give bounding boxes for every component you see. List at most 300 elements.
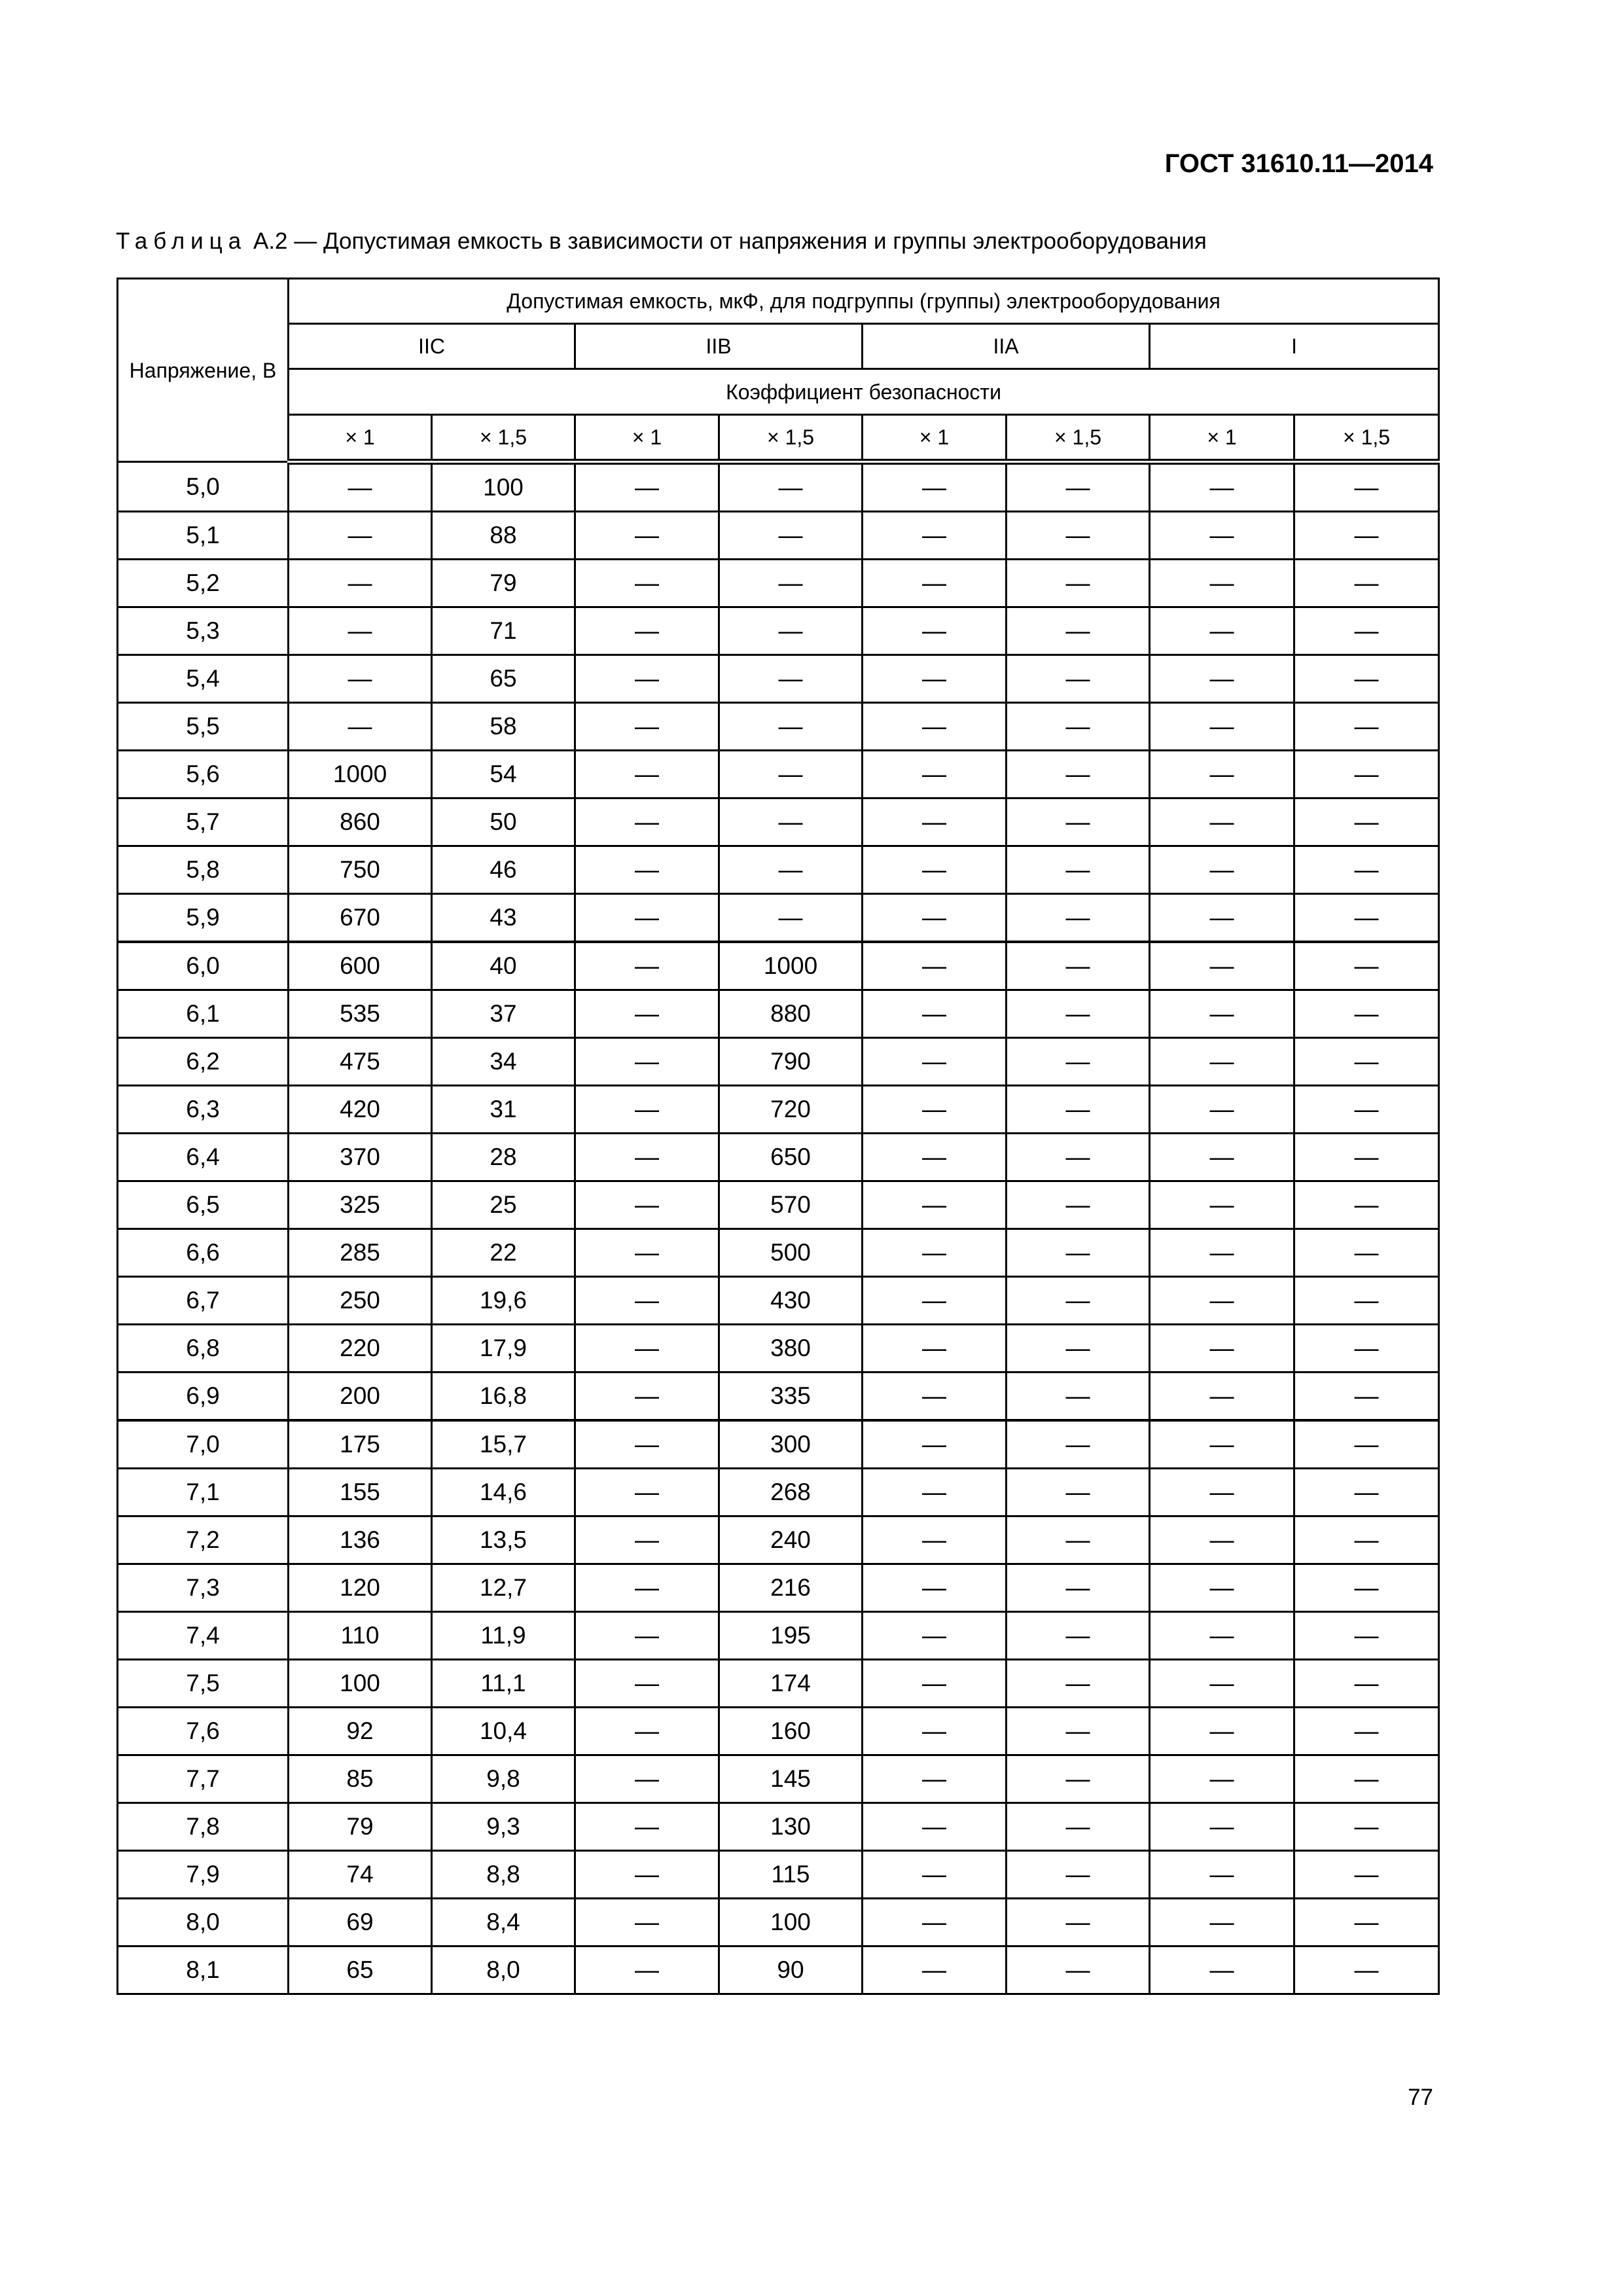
capacity-cell: —: [1294, 655, 1439, 703]
table-header: [118, 279, 1439, 462]
capacity-header: Допустимая емкость, мкФ, для подгруппы (группы) электрооборудования: [289, 279, 1439, 324]
capacity-cell: 250: [289, 1277, 432, 1325]
voltage-cell: 6,6: [118, 1229, 289, 1277]
safety-factor-header: Коэффициент безопасности: [289, 369, 1439, 415]
capacity-cell: —: [1007, 1660, 1150, 1708]
capacity-cell: 174: [719, 1660, 863, 1708]
capacity-cell: —: [863, 894, 1007, 942]
capacity-cell: 11,9: [432, 1612, 575, 1660]
capacity-cell: —: [1007, 1181, 1150, 1229]
capacity-cell: —: [1294, 751, 1439, 798]
capacity-cell: —: [1294, 1803, 1439, 1851]
capacity-cell: —: [575, 1372, 719, 1421]
voltage-cell: 5,4: [118, 655, 289, 703]
capacity-cell: 535: [289, 990, 432, 1038]
voltage-column-header: Напряжение, В: [118, 279, 289, 462]
capacity-cell: —: [863, 1851, 1007, 1899]
capacity-cell: —: [1294, 462, 1439, 512]
capacity-cell: —: [289, 703, 432, 751]
capacity-cell: —: [289, 607, 432, 655]
capacity-cell: 216: [719, 1564, 863, 1612]
capacity-cell: 28: [432, 1134, 575, 1181]
capacity-cell: —: [1150, 512, 1294, 560]
capacity-cell: 69: [289, 1899, 432, 1946]
capacity-cell: —: [1007, 1755, 1150, 1803]
capacity-cell: —: [863, 1708, 1007, 1755]
capacity-cell: —: [719, 560, 863, 607]
capacity-cell: —: [1150, 942, 1294, 990]
capacity-cell: —: [575, 1755, 719, 1803]
table-caption-text: А.2 — Допустимая емкость в зависимости от напряжения и группы электрооборудования: [253, 228, 1207, 254]
table-row: [118, 1899, 1439, 1946]
capacity-cell: —: [1150, 798, 1294, 846]
table-row: [118, 942, 1439, 990]
capacity-cell: —: [1150, 1612, 1294, 1660]
capacity-cell: —: [1150, 655, 1294, 703]
capacity-cell: —: [1150, 703, 1294, 751]
capacity-cell: —: [719, 894, 863, 942]
voltage-cell: 8,0: [118, 1899, 289, 1946]
voltage-cell: 5,8: [118, 846, 289, 894]
capacity-cell: —: [575, 1038, 719, 1086]
capacity-cell: —: [1150, 1134, 1294, 1181]
voltage-cell: 7,8: [118, 1803, 289, 1851]
table-row: [118, 1469, 1439, 1516]
capacity-cell: —: [863, 703, 1007, 751]
capacity-cell: —: [1007, 1229, 1150, 1277]
capacity-cell: —: [1150, 462, 1294, 512]
capacity-cell: —: [1294, 1612, 1439, 1660]
capacity-cell: 88: [432, 512, 575, 560]
capacity-cell: —: [1294, 1469, 1439, 1516]
capacity-cell: —: [863, 1086, 1007, 1134]
capacity-cell: 880: [719, 990, 863, 1038]
capacity-cell: —: [1150, 1755, 1294, 1803]
capacity-cell: —: [1007, 1946, 1150, 1994]
capacity-cell: —: [575, 798, 719, 846]
capacity-cell: 79: [289, 1803, 432, 1851]
voltage-cell: 5,9: [118, 894, 289, 942]
capacity-cell: 34: [432, 1038, 575, 1086]
capacity-cell: 11,1: [432, 1660, 575, 1708]
capacity-cell: —: [1150, 1946, 1294, 1994]
capacity-cell: —: [1294, 1420, 1439, 1469]
voltage-cell: 7,7: [118, 1755, 289, 1803]
factor-header: × 1,5: [432, 415, 575, 462]
table-row: [118, 655, 1439, 703]
voltage-cell: 6,0: [118, 942, 289, 990]
capacity-cell: —: [719, 798, 863, 846]
table-row: [118, 1134, 1439, 1181]
table-row: [118, 1181, 1439, 1229]
capacity-cell: 19,6: [432, 1277, 575, 1325]
capacity-cell: 17,9: [432, 1325, 575, 1372]
capacity-cell: —: [575, 1899, 719, 1946]
table-row: [118, 990, 1439, 1038]
capacity-cell: —: [575, 1803, 719, 1851]
table-row: [118, 1086, 1439, 1134]
table-row: [118, 462, 1439, 512]
capacity-cell: —: [863, 990, 1007, 1038]
voltage-cell: 5,5: [118, 703, 289, 751]
table-row: [118, 798, 1439, 846]
capacity-cell: —: [863, 1277, 1007, 1325]
capacity-cell: —: [863, 655, 1007, 703]
capacity-cell: —: [719, 462, 863, 512]
capacity-cell: 90: [719, 1946, 863, 1994]
capacity-cell: —: [863, 751, 1007, 798]
table-row: [118, 1946, 1439, 1994]
capacity-cell: —: [1294, 1564, 1439, 1612]
voltage-cell: 7,0: [118, 1420, 289, 1469]
capacity-cell: —: [1007, 751, 1150, 798]
capacity-cell: —: [1294, 512, 1439, 560]
capacity-cell: —: [575, 1564, 719, 1612]
capacity-cell: —: [575, 655, 719, 703]
table-row: [118, 1038, 1439, 1086]
capacity-cell: —: [863, 1372, 1007, 1421]
voltage-cell: 5,0: [118, 462, 289, 512]
capacity-cell: —: [863, 1325, 1007, 1372]
capacity-cell: 670: [289, 894, 432, 942]
capacity-cell: 200: [289, 1372, 432, 1421]
capacity-cell: —: [719, 751, 863, 798]
voltage-cell: 7,1: [118, 1469, 289, 1516]
table-row: [118, 1325, 1439, 1372]
table-row: [118, 1803, 1439, 1851]
capacity-cell: 40: [432, 942, 575, 990]
capacity-cell: —: [863, 1612, 1007, 1660]
factor-header: × 1: [575, 415, 719, 462]
capacity-cell: 110: [289, 1612, 432, 1660]
capacity-cell: —: [1007, 560, 1150, 607]
capacity-cell: —: [863, 1181, 1007, 1229]
capacity-cell: —: [1007, 990, 1150, 1038]
capacity-cell: —: [1150, 1564, 1294, 1612]
capacity-cell: —: [1294, 1229, 1439, 1277]
group-header: IIC: [289, 324, 575, 369]
capacity-cell: —: [863, 1755, 1007, 1803]
capacity-cell: 475: [289, 1038, 432, 1086]
capacity-cell: —: [1150, 990, 1294, 1038]
capacity-cell: —: [1007, 1612, 1150, 1660]
voltage-cell: 6,8: [118, 1325, 289, 1372]
capacity-cell: —: [1007, 1420, 1150, 1469]
voltage-cell: 5,6: [118, 751, 289, 798]
capacity-cell: —: [1294, 1851, 1439, 1899]
capacity-cell: —: [1150, 751, 1294, 798]
capacity-cell: —: [1294, 846, 1439, 894]
capacity-cell: 46: [432, 846, 575, 894]
capacity-cell: —: [1294, 607, 1439, 655]
capacity-cell: —: [1007, 846, 1150, 894]
capacity-cell: —: [1007, 1372, 1150, 1421]
voltage-cell: 6,9: [118, 1372, 289, 1421]
capacity-cell: —: [575, 1181, 719, 1229]
voltage-cell: 7,2: [118, 1516, 289, 1564]
capacity-cell: —: [863, 1660, 1007, 1708]
table-row: [118, 1229, 1439, 1277]
capacity-cell: —: [1294, 1516, 1439, 1564]
capacity-cell: 720: [719, 1086, 863, 1134]
table-row: [118, 1372, 1439, 1421]
capacity-cell: 175: [289, 1420, 432, 1469]
capacity-cell: —: [863, 462, 1007, 512]
capacity-cell: —: [863, 798, 1007, 846]
capacity-cell: —: [1294, 1086, 1439, 1134]
capacity-cell: 300: [719, 1420, 863, 1469]
capacity-cell: —: [1150, 846, 1294, 894]
document-number: ГОСТ 31610.11—2014: [1164, 149, 1433, 178]
capacity-cell: —: [289, 462, 432, 512]
capacity-cell: —: [1007, 607, 1150, 655]
capacity-cell: —: [1294, 1277, 1439, 1325]
capacity-cell: —: [1150, 1899, 1294, 1946]
capacity-cell: —: [575, 1660, 719, 1708]
capacity-cell: 43: [432, 894, 575, 942]
capacity-cell: —: [863, 1038, 1007, 1086]
capacity-cell: —: [1294, 1181, 1439, 1229]
capacity-cell: —: [863, 560, 1007, 607]
capacity-cell: —: [1150, 1372, 1294, 1421]
voltage-cell: 5,1: [118, 512, 289, 560]
capacity-cell: 130: [719, 1803, 863, 1851]
capacity-cell: —: [1150, 1803, 1294, 1851]
capacity-cell: —: [1294, 894, 1439, 942]
capacity-cell: 50: [432, 798, 575, 846]
capacity-cell: —: [1007, 703, 1150, 751]
capacity-cell: —: [863, 942, 1007, 990]
capacity-cell: 145: [719, 1755, 863, 1803]
capacity-cell: —: [575, 1420, 719, 1469]
capacity-cell: —: [1007, 1134, 1150, 1181]
table-row: [118, 751, 1439, 798]
capacity-cell: 25: [432, 1181, 575, 1229]
capacity-cell: 790: [719, 1038, 863, 1086]
capacity-cell: —: [1150, 1708, 1294, 1755]
capacity-cell: 54: [432, 751, 575, 798]
capacity-cell: —: [575, 894, 719, 942]
capacity-cell: 1000: [289, 751, 432, 798]
capacity-cell: 100: [432, 462, 575, 512]
voltage-cell: 7,9: [118, 1851, 289, 1899]
voltage-cell: 6,5: [118, 1181, 289, 1229]
capacity-cell: 65: [289, 1946, 432, 1994]
capacity-cell: —: [575, 512, 719, 560]
capacity-cell: 8,4: [432, 1899, 575, 1946]
capacity-cell: —: [575, 1277, 719, 1325]
factor-header: × 1: [863, 415, 1007, 462]
factor-header: × 1,5: [719, 415, 863, 462]
capacity-cell: —: [1150, 1469, 1294, 1516]
voltage-cell: 5,7: [118, 798, 289, 846]
capacity-cell: —: [575, 990, 719, 1038]
capacity-cell: 85: [289, 1755, 432, 1803]
capacity-cell: —: [719, 846, 863, 894]
capacity-cell: —: [289, 655, 432, 703]
capacity-cell: —: [863, 1516, 1007, 1564]
capacity-cell: —: [289, 512, 432, 560]
table-caption: [116, 226, 1207, 257]
capacity-cell: 65: [432, 655, 575, 703]
capacity-cell: —: [863, 1134, 1007, 1181]
capacity-cell: —: [575, 1612, 719, 1660]
capacity-cell: —: [1007, 512, 1150, 560]
capacity-cell: 860: [289, 798, 432, 846]
table-row: [118, 703, 1439, 751]
voltage-cell: 6,4: [118, 1134, 289, 1181]
capacity-cell: 335: [719, 1372, 863, 1421]
capacity-cell: —: [1007, 1325, 1150, 1372]
capacity-cell: 9,3: [432, 1803, 575, 1851]
capacity-cell: —: [1007, 1516, 1150, 1564]
capacity-cell: 58: [432, 703, 575, 751]
capacity-cell: —: [1294, 798, 1439, 846]
voltage-cell: 7,3: [118, 1564, 289, 1612]
capacity-cell: —: [575, 607, 719, 655]
capacity-cell: —: [1007, 894, 1150, 942]
capacity-cell: —: [863, 607, 1007, 655]
capacity-cell: —: [719, 512, 863, 560]
voltage-cell: 6,1: [118, 990, 289, 1038]
voltage-cell: 6,3: [118, 1086, 289, 1134]
capacity-cell: —: [575, 462, 719, 512]
capacity-cell: —: [1007, 1803, 1150, 1851]
capacity-cell: —: [575, 1469, 719, 1516]
capacity-cell: 100: [719, 1899, 863, 1946]
capacity-cell: —: [1150, 1516, 1294, 1564]
capacity-cell: 240: [719, 1516, 863, 1564]
capacity-cell: 500: [719, 1229, 863, 1277]
capacity-cell: 8,0: [432, 1946, 575, 1994]
capacity-cell: —: [1007, 1851, 1150, 1899]
group-header: IIA: [863, 324, 1150, 369]
capacity-cell: —: [1007, 1469, 1150, 1516]
capacity-cell: —: [575, 751, 719, 798]
capacity-cell: —: [1150, 560, 1294, 607]
capacity-cell: —: [1007, 1086, 1150, 1134]
factor-header: × 1: [289, 415, 432, 462]
capacity-cell: —: [863, 1229, 1007, 1277]
capacity-cell: —: [1150, 1420, 1294, 1469]
voltage-cell: 5,3: [118, 607, 289, 655]
capacity-cell: 22: [432, 1229, 575, 1277]
capacity-cell: 195: [719, 1612, 863, 1660]
capacity-cell: 220: [289, 1325, 432, 1372]
voltage-cell: 6,7: [118, 1277, 289, 1325]
table-row: [118, 560, 1439, 607]
capacity-cell: 268: [719, 1469, 863, 1516]
capacity-cell: —: [1294, 1038, 1439, 1086]
table-row: [118, 1708, 1439, 1755]
table-row: [118, 1564, 1439, 1612]
capacity-cell: —: [1294, 1325, 1439, 1372]
voltage-cell: 7,4: [118, 1612, 289, 1660]
capacity-cell: 1000: [719, 942, 863, 990]
capacity-cell: 155: [289, 1469, 432, 1516]
capacity-cell: —: [1150, 1660, 1294, 1708]
capacity-cell: —: [1007, 1708, 1150, 1755]
capacity-cell: —: [575, 1086, 719, 1134]
capacity-cell: —: [863, 1469, 1007, 1516]
capacity-cell: 750: [289, 846, 432, 894]
page-number: 77: [1408, 2085, 1433, 2110]
capacity-cell: —: [1007, 462, 1150, 512]
capacity-cell: —: [575, 560, 719, 607]
capacity-cell: —: [1294, 703, 1439, 751]
capacity-cell: —: [575, 1134, 719, 1181]
capacity-cell: —: [575, 1708, 719, 1755]
table-row: [118, 1516, 1439, 1564]
capacity-cell: 100: [289, 1660, 432, 1708]
capacity-cell: —: [575, 703, 719, 751]
capacity-cell: —: [575, 846, 719, 894]
capacitance-table: [116, 278, 1440, 1995]
capacity-cell: 79: [432, 560, 575, 607]
capacity-cell: —: [719, 607, 863, 655]
capacity-cell: —: [863, 512, 1007, 560]
capacity-cell: —: [1007, 1899, 1150, 1946]
voltage-cell: 8,1: [118, 1946, 289, 1994]
capacity-cell: —: [1294, 560, 1439, 607]
capacity-cell: 370: [289, 1134, 432, 1181]
capacity-cell: —: [1294, 1946, 1439, 1994]
capacity-cell: —: [1007, 655, 1150, 703]
capacity-cell: 9,8: [432, 1755, 575, 1803]
table-row: [118, 607, 1439, 655]
capacity-cell: —: [1007, 1277, 1150, 1325]
capacity-cell: —: [1007, 1564, 1150, 1612]
factor-header: × 1,5: [1007, 415, 1150, 462]
capacity-cell: 92: [289, 1708, 432, 1755]
capacity-cell: —: [575, 942, 719, 990]
capacity-cell: —: [1150, 1277, 1294, 1325]
capacity-cell: —: [1150, 607, 1294, 655]
capacity-cell: —: [1150, 1325, 1294, 1372]
capacity-cell: 115: [719, 1851, 863, 1899]
capacity-cell: 37: [432, 990, 575, 1038]
capacity-cell: —: [289, 560, 432, 607]
capacity-cell: 31: [432, 1086, 575, 1134]
capacity-cell: —: [1150, 1086, 1294, 1134]
capacity-cell: —: [719, 655, 863, 703]
capacity-cell: —: [863, 1420, 1007, 1469]
capacity-cell: 325: [289, 1181, 432, 1229]
capacity-cell: —: [1294, 942, 1439, 990]
capacity-cell: —: [1294, 1134, 1439, 1181]
capacity-cell: —: [863, 1803, 1007, 1851]
capacity-cell: 71: [432, 607, 575, 655]
capacity-cell: —: [863, 1899, 1007, 1946]
group-header: IIB: [575, 324, 863, 369]
capacity-cell: 15,7: [432, 1420, 575, 1469]
voltage-cell: 7,5: [118, 1660, 289, 1708]
capacity-cell: —: [1007, 798, 1150, 846]
capacity-cell: 650: [719, 1134, 863, 1181]
capacity-cell: 14,6: [432, 1469, 575, 1516]
capacity-cell: 600: [289, 942, 432, 990]
capacity-cell: —: [1150, 894, 1294, 942]
capacity-cell: —: [1294, 1708, 1439, 1755]
table-row: [118, 1277, 1439, 1325]
capacity-cell: 74: [289, 1851, 432, 1899]
table-row: [118, 846, 1439, 894]
table-row: [118, 1612, 1439, 1660]
capacity-cell: 136: [289, 1516, 432, 1564]
capacity-cell: —: [1007, 942, 1150, 990]
capacity-cell: —: [575, 1516, 719, 1564]
capacity-cell: 16,8: [432, 1372, 575, 1421]
